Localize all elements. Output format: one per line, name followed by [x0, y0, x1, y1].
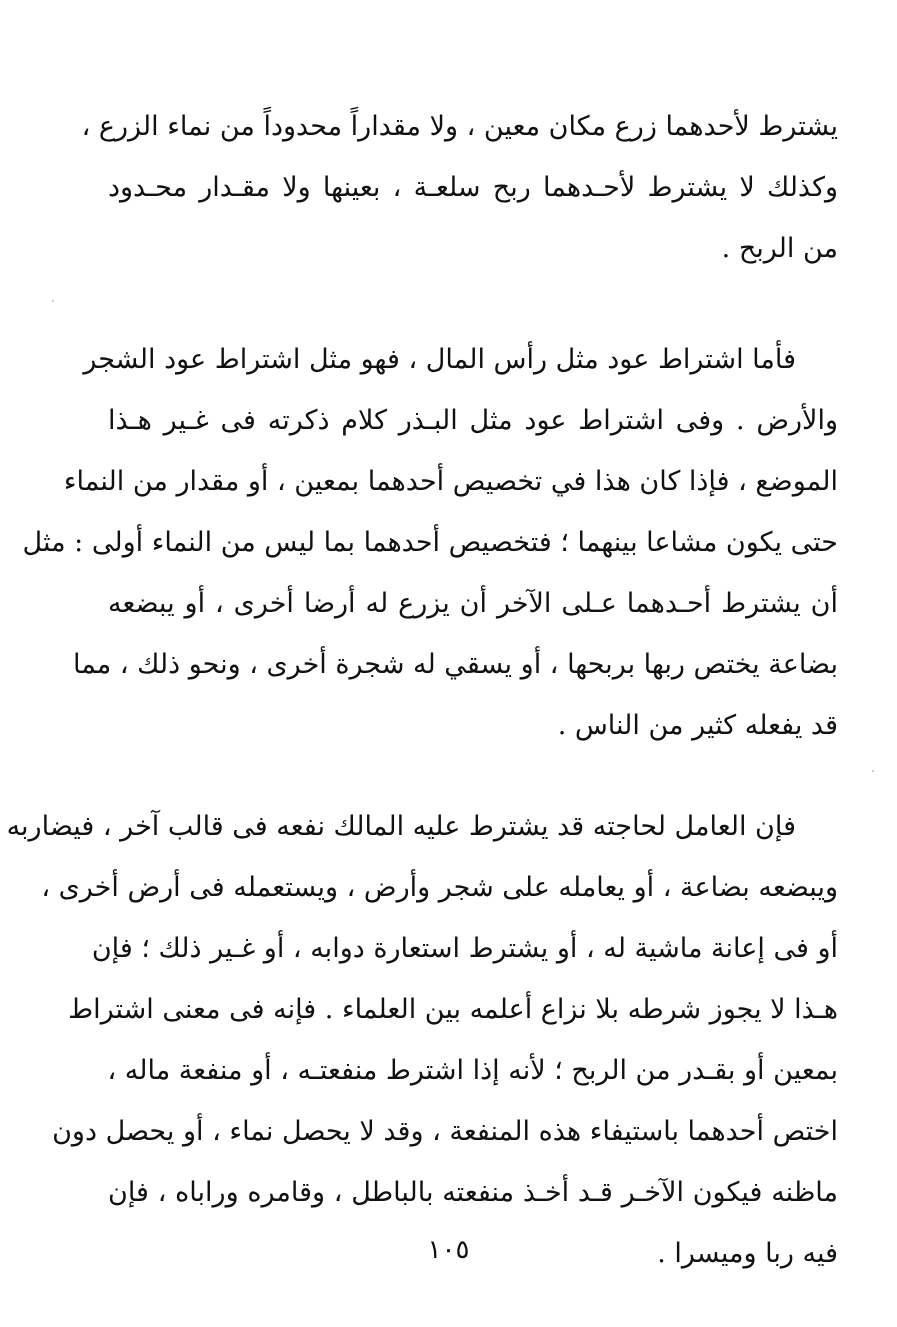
- text-line: أن يشترط أحـدهما عـلى الآخر أن يزرع له أرضا أخرى ، أو يبضعه: [108, 588, 838, 619]
- text-line: قد يفعله كثير من الناس .: [557, 710, 838, 741]
- page-number: ١٠٥: [427, 1235, 470, 1265]
- text-line: بضاعة يختص ربها بربحها ، أو يسقي له شجرة أخرى ، ونحو ذلك ، مما: [72, 649, 838, 680]
- text-line: وكذلك لا يشترط لأحـدهما ربح سلعـة ، بعينها ولا مقـدار محـدود: [108, 172, 838, 203]
- scan-speck: [872, 770, 874, 772]
- text-line: ماظنه فيكون الآخـر قـد أخـذ منفعته بالباطل ، وقامره وراباه ، فإن: [108, 1177, 838, 1208]
- scan-speck: [52, 300, 54, 302]
- page-body: [6, 96, 838, 1284]
- text-line: ويبضعه بضاعة ، أو يعامله على شجر وأرض ، ويستعمله فى أرض أخرى ،: [41, 872, 838, 903]
- paragraph-1: [81, 96, 838, 279]
- text-line: فأما اشتراط عود مثل رأس المال ، فهو مثل اشتراط عود الشجر: [83, 344, 796, 375]
- text-line: أو فى إعانة ماشية له ، أو يشترط استعارة دوابه ، أو غـير ذلك ؛ فإن: [91, 933, 838, 964]
- text-line: والأرض . وفى اشتراط عود مثل البـذر كلام ذكرته فى غـير هـذا: [108, 405, 838, 436]
- text-line: اختص أحدهما باستيفاء هذه المنفعة ، وقد لا يحصل نماء ، أو يحصل دون: [52, 1116, 838, 1147]
- text-line: من الربح .: [721, 233, 838, 264]
- text-line: يشترط لأحدهما زرع مكان معين ، ولا مقداراً محدوداً من نماء الزرع ،: [81, 111, 838, 142]
- paragraph-3: [6, 796, 838, 1284]
- paragraph-2: [22, 329, 838, 756]
- text-line: بمعين أو بقـدر من الربح ؛ لأنه إذا اشترط منفعتـه ، أو منفعة ماله ،: [107, 1055, 838, 1086]
- text-line: فيه ربا وميسرا .: [657, 1238, 838, 1269]
- text-line: هـذا لا يجوز شرطه بلا نزاع أعلمه بين العلماء . فإنه فى معنى اشتراط: [68, 994, 838, 1025]
- text-line: حتى يكون مشاعا بينهما ؛ فتخصيص أحدهما بما ليس من النماء أولى : مثل: [22, 527, 838, 558]
- text-line: الموضع ، فإذا كان هذا في تخصيص أحدهما بمعين ، أو مقدار من النماء: [63, 466, 838, 497]
- text-line: فإن العامل لحاجته قد يشترط عليه المالك نفعه فى قالب آخر ، فيضاربه: [6, 811, 796, 842]
